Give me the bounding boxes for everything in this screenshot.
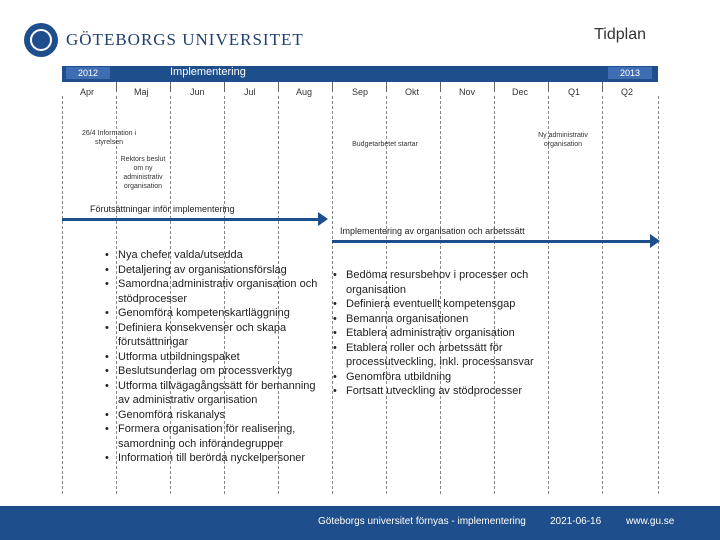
milestone-note-info: 26/4 Information i styrelsen — [81, 130, 137, 146]
year-end-label: 2013 — [608, 67, 652, 79]
list-item: • Genomföra utbildning — [332, 370, 550, 385]
month-label: Apr — [80, 87, 95, 97]
timeline-guide — [602, 96, 603, 494]
month-divider — [386, 82, 387, 92]
month-label: Nov — [459, 87, 476, 97]
month-label: Okt — [405, 87, 420, 97]
list-item: • Etablera roller och arbetssätt för processutveckling, inkl. processansvar — [332, 341, 550, 370]
list-item: • Genomföra riskanalys — [104, 408, 322, 423]
year-start-label: 2012 — [66, 67, 110, 79]
phase-label: Implementering — [170, 66, 246, 78]
month-label: Dec — [512, 87, 529, 97]
list-item: • Formera organisation för realisering, samordning och införandegrupper — [104, 422, 322, 451]
month-divider — [602, 82, 603, 92]
month-label: Jun — [190, 87, 205, 97]
month-label: Q2 — [621, 87, 634, 97]
month-divider — [116, 82, 117, 92]
month-divider — [332, 82, 333, 92]
timeline-guide — [658, 96, 659, 494]
list-item: • Fortsatt utveckling av stödprocesser — [332, 384, 550, 399]
footer-caption: Göteborgs universitet förnyas - implementering — [318, 516, 526, 527]
list-item: • Utforma tillvägagångssätt för bemanning av administrativ organisation — [104, 379, 322, 408]
month-label: Maj — [134, 87, 149, 97]
list-item: • Definiera konsekvenser och skapa förutsättningar — [104, 321, 322, 350]
footer-bar — [0, 506, 720, 540]
month-divider — [170, 82, 171, 92]
university-seal-icon — [24, 23, 58, 57]
list-item: • Bemanna organisationen — [332, 312, 550, 327]
list-item: • Nya chefer valda/utsedda — [104, 248, 322, 263]
arrow-second — [332, 240, 652, 243]
month-label: Q1 — [568, 87, 581, 97]
timeline-bar — [62, 66, 658, 82]
milestone-note-budget: Budgetarbetet startar — [352, 141, 418, 148]
footer-url: www.gu.se — [626, 516, 675, 527]
month-label: Jul — [244, 87, 256, 97]
right-bullet-list — [332, 268, 550, 399]
month-divider — [548, 82, 549, 92]
month-divider — [440, 82, 441, 92]
milestone-note-new-org: Ny administrativ organisation — [538, 132, 588, 148]
list-item: • Genomföra kompetenskartläggning — [104, 306, 322, 321]
month-label: Sep — [352, 87, 369, 97]
list-item: • Etablera administrativ organisation — [332, 326, 550, 341]
arrow-label-second: Implementering av organisation och arbetssätt — [340, 226, 525, 236]
list-item: • Beslutsunderlag om processverktyg — [104, 364, 322, 379]
month-divider — [224, 82, 225, 92]
list-item: • Bedöma resursbehov i processer och organisation — [332, 268, 550, 297]
left-bullet-list — [104, 248, 322, 466]
arrow-head-second — [650, 234, 660, 248]
list-item: • Utforma utbildningspaket — [104, 350, 322, 365]
month-divider — [278, 82, 279, 92]
list-item: • Detaljering av organisationsförslag — [104, 263, 322, 278]
list-item: • Information till berörda nyckelpersoner — [104, 451, 322, 466]
timeline-guide — [62, 96, 63, 494]
list-item: • Samordna administrativ organisation och stödprocesser — [104, 277, 322, 306]
logo-text: GÖTEBORGS UNIVERSITET — [66, 30, 304, 49]
month-divider — [494, 82, 495, 92]
arrow-first — [62, 218, 320, 221]
arrow-label-first: Förutsättningar inför implementering — [90, 204, 235, 214]
footer-date: 2021-06-16 — [550, 516, 602, 527]
arrow-head-first — [318, 212, 328, 226]
university-logo — [24, 22, 304, 58]
list-item: • Definiera eventuellt kompetensgap — [332, 297, 550, 312]
page-title: Tidplan — [594, 26, 646, 43]
milestone-note-rektor: Rektors beslut om ny administrativ organisation — [120, 156, 166, 190]
month-label: Aug — [296, 87, 313, 97]
